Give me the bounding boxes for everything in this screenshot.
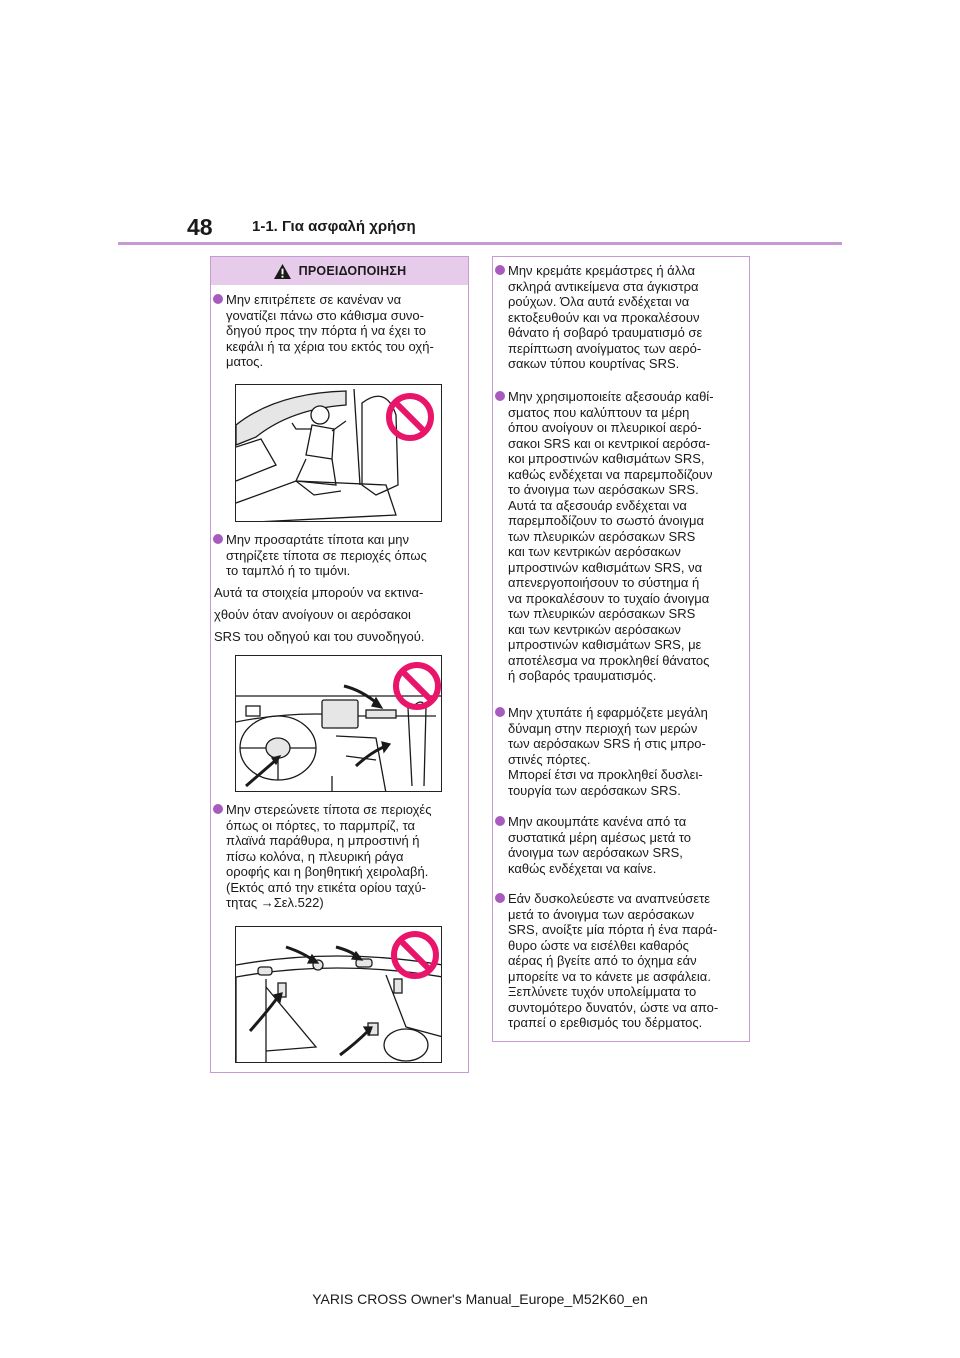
bullet-icon bbox=[213, 294, 223, 304]
warning-item: Μην ακουμπάτε κανένα από τα συστατικά μέρη αμέσως μετά το άνοιγμα των αερόσακων SRS, καθώς ενδέχεται να καίνε. bbox=[495, 814, 748, 876]
warning-item: Μην χτυπάτε ή εφαρμόζετε μεγάλη δύναμη στην περιοχή των μερών των αερόσακων SRS ή στις μπρο- στινές πόρτες. Μπορεί έτσι να προκληθεί δυσλει- τουργία των αερόσακων SRS. bbox=[495, 705, 748, 798]
warning-item: Μην επιτρέπετε σε κανέναν να γονατίζει πάνω στο κάθισμα συνο- δηγού προς την πόρτα ή να έχει το κεφάλι ή τα χέρια του εκτός του οχή- ματος. bbox=[213, 292, 467, 370]
illustration-kneeling-child bbox=[235, 384, 442, 522]
footer-manual-id: YARIS CROSS Owner's Manual_Europe_M52K60_en bbox=[312, 1291, 648, 1307]
warning-paragraph: Αυτά τα στοιχεία μπορούν να εκτινα- χθούν όταν ανοίγουν οι αερόσακοι SRS του οδηγού και του συνοδηγού. bbox=[214, 585, 425, 644]
warning-header bbox=[211, 257, 468, 285]
warning-triangle-icon bbox=[273, 263, 292, 280]
warning-item: Μην προσαρτάτε τίποτα και μην στηρίζετε τίποτα σε περιοχές όπως το ταμπλό ή το τιμόνι. bbox=[213, 532, 467, 579]
bullet-icon bbox=[495, 707, 505, 717]
warning-item: Μην στερεώνετε τίποτα σε περιοχές όπως οι πόρτες, το παρμπρίζ, τα πλαϊνά παράθυρα, η μπροστινή ή πίσω κολόνα, η πλευρική ράγα οροφής και η βοηθητική χειρολαβή. (Εκτός από την ετικέτα ορίου ταχύ- τητας →Σελ.522) bbox=[213, 802, 467, 911]
warning-item: Εάν δυσκολεύεστε να αναπνεύσετε μετά το άνοιγμα των αερόσακων SRS, ανοίξτε μία πόρτα ή ένα παρά- θυρο ώστε να εισέλθει καθαρός αέρας ή βγείτε από το όχημα εάν μπορείτε να το κάνετε με ασφάλεια. Ξεπλύνετε τυχόν υπολείμματα το συντομότερο δυνατόν, ώστε να απο- τραπεί ο ερεθισμός του δέρματος. bbox=[495, 891, 748, 1031]
warning-item: Μην χρησιμοποιείτε αξεσουάρ καθί- σματος που καλύπτουν τα μέρη όπου ανοίγουν οι πλευρικοί αερό- σακοι SRS και οι κεντρικοί αερόσα- κοι μπροστινών καθισμάτων SRS, καθώς ενδέχεται να παρεμποδίζουν το άνοιγμα των αερόσακων SRS. Αυτά τα αξεσουάρ ενδέχεται να παρεμποδίζουν το σωστό άνοιγμα των πλευρικών αερόσακων SRS και των κεντρικών αερόσακων μπροστινών καθισμάτων SRS, να απενεργοποιήσουν το σύστημα ή να προκαλέσουν το τυχαίο άνοιγμα των πλευρικών αερόσακων SRS και των κεντρικών αερόσακων μπροστινών καθισμάτων SRS, με αποτέλεσμα να προκληθεί θάνατος ή σοβαρός τραυματισμός. bbox=[495, 389, 748, 684]
header-divider bbox=[118, 242, 842, 245]
bullet-icon bbox=[495, 391, 505, 401]
warning-title: ΠΡΟΕΙΔΟΠΟΙΗΣΗ bbox=[298, 264, 407, 278]
bullet-icon bbox=[495, 893, 505, 903]
page-number: 48 bbox=[187, 214, 213, 240]
bullet-icon bbox=[495, 265, 505, 275]
warning-item: Μην κρεμάτε κρεμάστρες ή άλλα σκληρά αντικείμενα στα άγκιστρα ρούχων. Όλα αυτά ενδέχεται να εκτοξευθούν και να προκαλέσουν θάνατο ή σοβαρό τραυματισμό σε περίπτωση ανοίγματος των αερό- σακων τύπου κουρτίνας SRS. bbox=[495, 263, 748, 372]
bullet-icon bbox=[213, 804, 223, 814]
section-title: 1-1. Για ασφαλή χρήση bbox=[252, 218, 416, 235]
illustration-dashboard bbox=[235, 655, 442, 792]
bullet-icon bbox=[495, 816, 505, 826]
bullet-icon bbox=[213, 534, 223, 544]
illustration-roof-rail bbox=[235, 926, 442, 1063]
